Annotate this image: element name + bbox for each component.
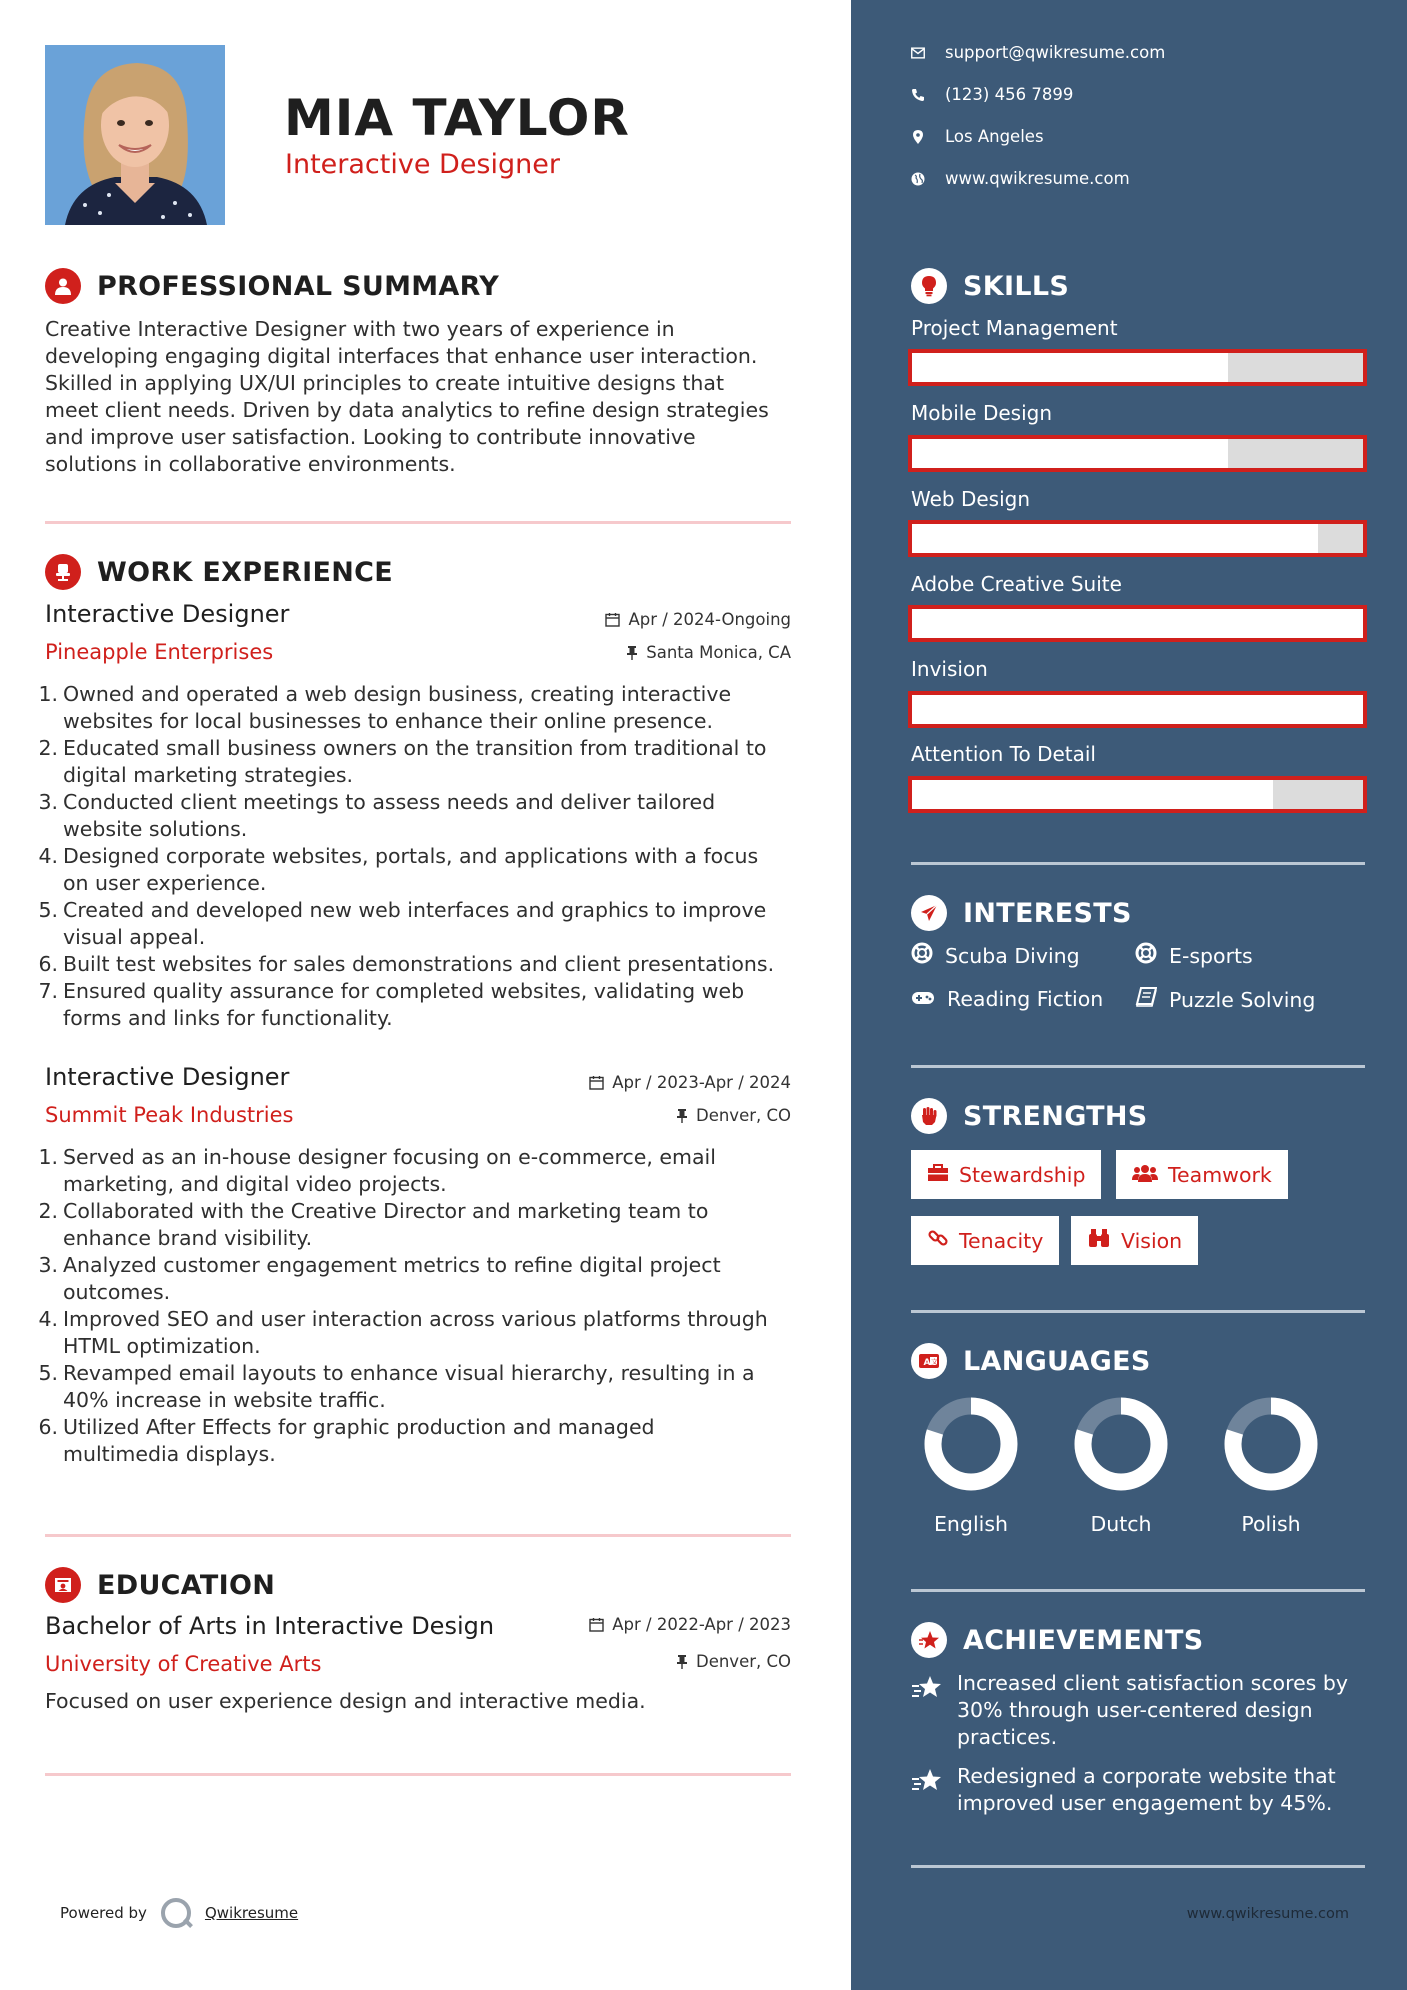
experience-title: WORK EXPERIENCE	[97, 556, 393, 588]
list-item: 3. Analyzed customer engagement metrics to refine digital project outcomes.	[38, 1253, 721, 1304]
achievement-item	[911, 1763, 1371, 1817]
contact-website-text[interactable]: www.qwikresume.com	[945, 169, 1130, 188]
strength-label: Stewardship	[959, 1162, 1086, 1187]
divider	[911, 1065, 1365, 1068]
graduation-icon	[45, 1567, 81, 1603]
strength-label: Teamwork	[1168, 1162, 1272, 1187]
skill-bar	[908, 691, 1367, 728]
list-item: 1. Served as an in-house designer focusing on e-commerce, email marketing, and digital video projects.	[38, 1145, 716, 1196]
interest-item	[911, 942, 1080, 969]
calendar-icon	[605, 612, 620, 627]
list-item: 7. Ensured quality assurance for completed websites, validating web forms and links for functionality.	[38, 979, 745, 1030]
book-icon	[1135, 987, 1157, 1012]
summary-text	[45, 316, 805, 478]
skill-label: Mobile Design	[911, 401, 1053, 425]
svg-text:A: A	[923, 1358, 931, 1368]
fist-icon	[911, 1098, 947, 1134]
calendar-icon	[589, 1075, 604, 1090]
translate-icon	[911, 1343, 947, 1379]
pin-icon	[626, 645, 638, 660]
language-donut	[1221, 1394, 1321, 1494]
interest-item	[1135, 987, 1315, 1012]
strength-chip	[911, 1216, 1059, 1265]
achievement-text: Increased client satisfaction scores by	[957, 1671, 1349, 1695]
job-location	[676, 1106, 791, 1125]
job-company: Pineapple Enterprises	[45, 640, 274, 664]
summary-title: PROFESSIONAL SUMMARY	[97, 270, 500, 302]
contact-email[interactable]	[911, 43, 1165, 62]
achievement-item	[911, 1670, 1371, 1751]
interests-title: INTERESTS	[963, 897, 1132, 929]
achievements-title: ACHIEVEMENTS	[963, 1624, 1204, 1656]
achievement-text: 30% through user-centered design	[957, 1698, 1313, 1722]
job-duties	[36, 681, 806, 1032]
education-description: Focused on user experience design and interactive media.	[45, 1689, 646, 1713]
divider	[911, 862, 1365, 865]
list-item: 4. Designed corporate websites, portals, and applications with a focus on user experience.	[38, 844, 759, 895]
skill-bar	[908, 349, 1367, 386]
interest-label: Puzzle Solving	[1169, 987, 1316, 1012]
skill-label: Invision	[911, 657, 988, 681]
summary-line: solutions in collaborative environments.	[45, 452, 456, 476]
summary-line: meet client needs. Driven by data analytics to refine design strategies	[45, 398, 769, 422]
pin-icon	[676, 1108, 688, 1123]
gamepad-icon	[911, 987, 935, 1011]
job-title: Interactive Designer	[45, 600, 290, 628]
language-donut	[1071, 1394, 1171, 1494]
divider	[45, 1773, 791, 1776]
link-icon	[927, 1227, 949, 1254]
profile-photo	[45, 45, 225, 225]
star-icon	[911, 1763, 947, 1817]
contact-location-text: Los Angeles	[945, 127, 1044, 146]
lifebuoy-icon	[911, 942, 933, 969]
paper-plane-icon	[911, 895, 947, 931]
education-date	[589, 1615, 791, 1634]
globe-icon	[911, 172, 925, 186]
interest-label: Reading Fiction	[947, 987, 1104, 1011]
divider	[911, 1589, 1365, 1592]
contact-email-text[interactable]: support@qwikresume.com	[945, 43, 1166, 62]
education-header	[45, 1567, 275, 1603]
achievement-text: practices.	[957, 1725, 1058, 1749]
phone-icon	[911, 88, 925, 102]
strength-label: Vision	[1121, 1228, 1183, 1253]
language-donut	[921, 1394, 1021, 1494]
svg-text:文: 文	[931, 1358, 938, 1366]
candidate-name: MIA TAYLOR	[284, 89, 630, 147]
achievements-header	[911, 1622, 1204, 1658]
contact-location	[911, 127, 1044, 146]
job-location-text: Santa Monica, CA	[646, 643, 791, 662]
interests-header	[911, 895, 1132, 931]
job-duties	[36, 1144, 806, 1468]
star-icon	[911, 1622, 947, 1658]
skill-bar	[908, 605, 1367, 642]
job-date	[589, 1073, 791, 1092]
achievement-text: Redesigned a corporate website that	[957, 1764, 1336, 1788]
summary-header	[45, 268, 499, 304]
skills-header	[911, 268, 1069, 304]
divider	[45, 521, 791, 524]
sidebar	[851, 0, 1407, 1990]
education-location-text: Denver, CO	[695, 1652, 791, 1671]
chair-icon	[45, 554, 81, 590]
strength-label: Tenacity	[959, 1228, 1044, 1253]
footer-url[interactable]: www.qwikresume.com	[1186, 1906, 1349, 1922]
job-location	[626, 643, 791, 662]
skill-bar	[908, 776, 1367, 813]
school-name: University of Creative Arts	[45, 1652, 322, 1676]
lifebuoy-icon	[1135, 942, 1157, 969]
list-item: 2. Collaborated with the Creative Director and marketing team to enhance brand visibility.	[38, 1199, 709, 1250]
divider	[911, 1865, 1365, 1868]
users-icon	[1132, 1163, 1158, 1187]
job-date-text: Apr / 2024-Ongoing	[628, 610, 791, 629]
brand-link[interactable]: Qwikresume	[204, 1904, 299, 1922]
list-item: 6. Utilized After Effects for graphic production and managed multimedia displays.	[38, 1415, 655, 1466]
skill-bar	[908, 520, 1367, 557]
languages-header	[911, 1343, 1151, 1379]
mail-icon	[911, 47, 925, 59]
calendar-icon	[589, 1617, 604, 1632]
skill-label: Attention To Detail	[911, 742, 1096, 766]
strength-chip	[911, 1150, 1101, 1199]
strength-chip	[1071, 1216, 1198, 1265]
job-company: Summit Peak Industries	[45, 1103, 294, 1127]
skill-bar	[908, 435, 1367, 472]
summary-line: developing engaging digital interfaces that enhance user interaction.	[45, 344, 758, 368]
strength-chip	[1116, 1150, 1288, 1199]
strengths-title: STRENGTHS	[963, 1100, 1148, 1132]
powered-by-label: Powered by	[60, 1904, 147, 1922]
briefcase-icon	[927, 1163, 949, 1187]
candidate-role: Interactive Designer	[285, 149, 560, 180]
summary-line: Creative Interactive Designer with two years of experience in	[45, 317, 675, 341]
list-item: 1. Owned and operated a web design business, creating interactive websites for local businesses to enhance their online presence.	[38, 682, 732, 733]
language-label: English	[933, 1512, 1009, 1536]
interest-item	[1135, 942, 1253, 969]
map-pin-icon	[911, 130, 925, 144]
divider	[911, 1310, 1365, 1313]
education-date-text: Apr / 2022-Apr / 2023	[612, 1615, 791, 1634]
skill-bar-fill	[912, 695, 1363, 724]
star-icon	[911, 1670, 947, 1751]
skill-bar-fill	[912, 609, 1363, 638]
skill-bar-fill	[912, 353, 1228, 382]
qwikresume-logo-icon	[161, 1898, 191, 1928]
list-item: 4. Improved SEO and user interaction across various platforms through HTML optimization.	[38, 1307, 768, 1358]
skills-title: SKILLS	[963, 270, 1070, 302]
job-date	[605, 610, 791, 629]
strengths-header	[911, 1098, 1148, 1134]
education-location	[676, 1652, 791, 1671]
education-title: EDUCATION	[97, 1569, 276, 1601]
summary-line: Skilled in applying UX/UI principles to create intuitive designs that	[45, 371, 725, 395]
degree-title: Bachelor of Arts in Interactive Design	[45, 1612, 495, 1640]
list-item: 5. Revamped email layouts to enhance visual hierarchy, resulting in a 40% increase in website traffic.	[38, 1361, 755, 1412]
lightbulb-icon	[911, 268, 947, 304]
contact-phone[interactable]	[911, 85, 1073, 104]
skill-bar-fill	[912, 524, 1318, 553]
divider	[45, 1534, 791, 1537]
job-title: Interactive Designer	[45, 1063, 290, 1091]
contact-phone-text[interactable]: (123) 456 7899	[945, 85, 1074, 104]
skill-label: Project Management	[911, 316, 1118, 340]
summary-line: and improve user satisfaction. Looking to contribute innovative	[45, 425, 696, 449]
experience-header	[45, 554, 393, 590]
achievement-text: improved user engagement by 45%.	[957, 1791, 1333, 1815]
powered-by	[60, 1898, 298, 1928]
interest-label: Scuba Diving	[945, 943, 1080, 968]
job-date-text: Apr / 2023-Apr / 2024	[612, 1073, 791, 1092]
contact-website[interactable]	[911, 169, 1130, 188]
skill-label: Web Design	[911, 487, 1031, 511]
skill-label: Adobe Creative Suite	[911, 572, 1122, 596]
language-label: Polish	[1241, 1512, 1301, 1536]
pin-icon	[676, 1654, 688, 1669]
languages-title: LANGUAGES	[963, 1345, 1151, 1377]
skill-bar-fill	[912, 439, 1228, 468]
binoculars-icon	[1087, 1228, 1111, 1253]
list-item: 5. Created and developed new web interfaces and graphics to improve visual appeal.	[38, 898, 767, 949]
list-item: 3. Conducted client meetings to assess needs and deliver tailored website solutions.	[38, 790, 716, 841]
skill-bar-fill	[912, 780, 1273, 809]
language-label: Dutch	[1090, 1512, 1152, 1536]
list-item: 2. Educated small business owners on the transition from traditional to digital marketing strategies.	[38, 736, 767, 787]
job-location-text: Denver, CO	[695, 1106, 791, 1125]
interest-label: E-sports	[1169, 943, 1253, 968]
interest-item	[911, 987, 1103, 1011]
list-item: 6. Built test websites for sales demonstrations and client presentations.	[38, 952, 775, 976]
user-icon	[45, 268, 81, 304]
